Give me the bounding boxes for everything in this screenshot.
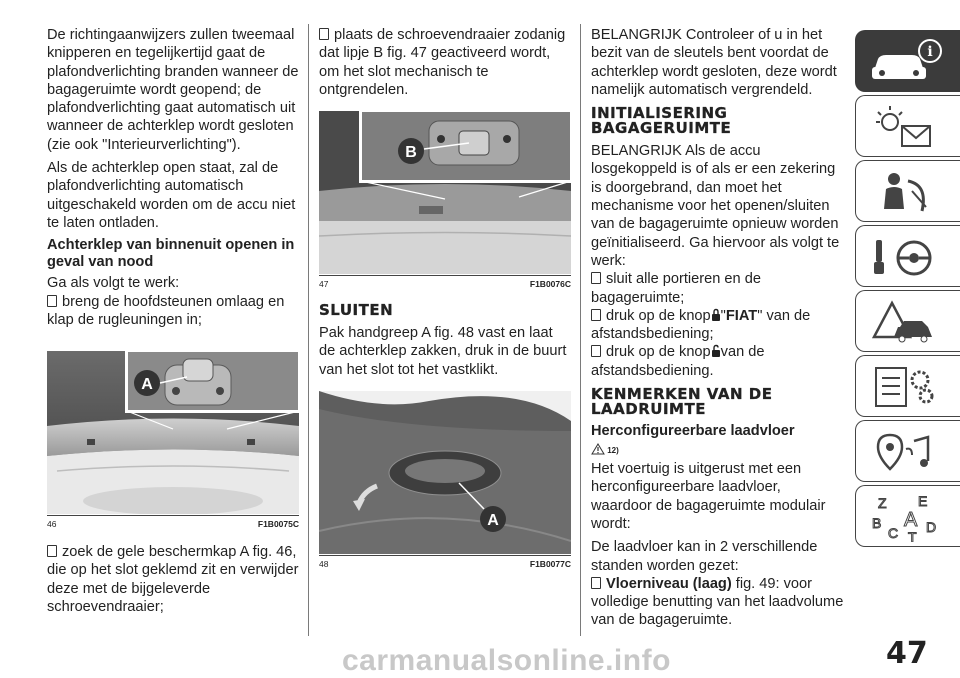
figure-code: F1B0077C (529, 559, 571, 570)
svg-text:i: i (927, 44, 933, 60)
list-item-text: sluit alle portieren en de bagageruimte; (591, 271, 761, 306)
figure-image (319, 391, 571, 554)
figure-number: 46 (47, 519, 57, 530)
reference-number: 12) (607, 446, 619, 456)
index-letters-icon (868, 492, 948, 542)
lock-icon (711, 308, 721, 322)
list-item (591, 270, 845, 307)
section-heading: SLUITEN (319, 301, 394, 320)
tab-safety[interactable] (855, 160, 960, 222)
list-item-text: breng de hoofdsteunen omlaag en klap de rugleuningen in; (47, 293, 285, 328)
maintenance-icon (868, 362, 948, 412)
checkbox-bullet-icon (47, 545, 57, 557)
tab-driving[interactable] (855, 225, 960, 287)
tab-multimedia[interactable] (855, 420, 960, 482)
list-item (47, 543, 299, 616)
checkbox-bullet-icon (591, 272, 601, 284)
figure-code: F1B0076C (529, 279, 571, 290)
figure-caption (47, 515, 299, 529)
tab-warning-lights[interactable] (855, 95, 960, 157)
steering-wheel-icon (868, 232, 948, 282)
trunk-lock-illustration (47, 351, 299, 514)
chapter-tabs (855, 30, 960, 550)
figure-number: 47 (319, 279, 329, 290)
list-item (591, 307, 845, 344)
multimedia-icon (868, 427, 948, 477)
subsection-heading: Herconfigureerbare laadvloer (591, 423, 795, 440)
list-item (591, 343, 845, 380)
column-2 (319, 26, 571, 577)
index-letter: C (888, 525, 899, 541)
list-item-text: druk op de knop (606, 307, 711, 324)
index-letter: T (908, 529, 917, 542)
section-heading: KENMERKEN VAN DE LAADRUIMTE (591, 385, 773, 419)
unlock-icon (711, 344, 721, 358)
figure-code: F1B0075C (257, 519, 299, 530)
checkbox-bullet-icon (47, 295, 57, 307)
paragraph: BELANGRIJK Controleer of u in het bezit van de sleutels bent voordat de achterklep wordt gesloten, deze wordt namelijk automatisch vergrendeld. (591, 27, 837, 98)
paragraph: Het voertuig is uitgerust met een herconfigureerbare laadvloer, waardoor de bagageruimte modulair wordt: (591, 461, 826, 532)
page-number: 47 (886, 636, 928, 671)
figure-image (319, 111, 571, 274)
paragraph: Als de achterklep open staat, zal de plafondverlichting automatisch uitgeschakeld worden om de accu niet te laten ontladen. (47, 160, 296, 231)
figure-caption (319, 555, 571, 569)
section-heading: INITIALISERING BAGAGERUIMTE (591, 104, 732, 138)
index-letter: D (926, 519, 937, 535)
warning-reference (591, 443, 845, 458)
section-heading: Achterklep van binnenuit openen in geval van nood (47, 237, 295, 271)
list-item-text: fig. 49: voor volledige benutting van het laadvolume van de bagageruimte. (591, 575, 844, 629)
car-info-icon (868, 37, 948, 87)
callout-label: A (141, 376, 153, 394)
list-item-text: " van de afstandsbediening; (591, 307, 811, 343)
index-letter: Z (878, 495, 887, 511)
checkbox-bullet-icon (591, 345, 601, 357)
figure-46 (47, 351, 299, 529)
list-item-text: zoek de gele beschermkap A fig. 46, die op het slot geklemd zit en verwijder deze met de bijgeleverde schroevendraaier; (47, 544, 299, 616)
paragraph: Ga als volgt te werk: (47, 275, 180, 292)
checkbox-bullet-icon (591, 309, 601, 321)
brand-name: FIAT (725, 307, 758, 324)
trunk-latch-illustration (319, 111, 571, 274)
figure-48 (319, 391, 571, 569)
paragraph: De laadvloer kan in 2 verschillende standen worden gezet: (591, 539, 818, 574)
watermark: carmanualsonline.info (342, 644, 671, 677)
checkbox-bullet-icon (591, 577, 601, 589)
list-item-text: van de afstandsbediening. (591, 344, 765, 379)
column-1 (47, 26, 299, 621)
warning-lights-icon (868, 102, 948, 152)
column-divider (308, 24, 309, 636)
list-item-bold: Vloerniveau (laag) (606, 575, 732, 592)
callout-label: B (405, 144, 417, 162)
index-letter: B (872, 515, 882, 531)
callout-label: A (487, 512, 499, 530)
safety-icon (868, 167, 948, 217)
figure-47 (319, 111, 571, 289)
index-letter: E (918, 493, 928, 509)
warning-triangle-icon (591, 443, 605, 455)
list-item (319, 26, 571, 99)
figure-number: 48 (319, 559, 329, 570)
emergency-icon (868, 297, 948, 347)
list-item-text: plaats de schroevendraaier zodanig dat lipje B fig. 47 geactiveerd wordt, om het slot mechanisch te ontgrendelen. (319, 27, 566, 98)
column-divider (580, 24, 581, 636)
paragraph: De richtingaanwijzers zullen tweemaal knipperen en tegelijkertijd gaat de plafondverlichting branden wanneer de bagageruimte wordt geopend; de plafondverlichting gaat automatisch uit wanneer de achterklep wordt gesloten (zie ook "Interieurverlichting"). (47, 27, 299, 153)
tab-index[interactable] (855, 485, 960, 547)
tab-emergency[interactable] (855, 290, 960, 352)
quote-mark: " (720, 307, 726, 324)
paragraph: Pak handgreep A fig. 48 vast en laat de achterklep zakken, druk in de buurt van het slot tot het vastklikt. (319, 325, 567, 378)
figure-caption (319, 275, 571, 289)
figure-image (47, 351, 299, 514)
checkbox-bullet-icon (319, 28, 329, 40)
tailgate-handle-illustration (319, 391, 571, 554)
tab-car-info[interactable] (855, 30, 960, 92)
list-item (591, 575, 845, 630)
list-item (47, 293, 299, 330)
list-item-text: druk op de knop (606, 344, 711, 361)
column-3 (591, 26, 845, 635)
index-letter: A (904, 509, 918, 531)
tab-maintenance[interactable] (855, 355, 960, 417)
paragraph: BELANGRIJK Als de accu losgekoppeld is of als er een zekering is doorgebrand, dan moet het mechanisme voor het openen/sluiten van de bagageruimte opnieuw worden geïnitialiseerd. Ga hiervoor als volgt te werk: (591, 143, 840, 269)
